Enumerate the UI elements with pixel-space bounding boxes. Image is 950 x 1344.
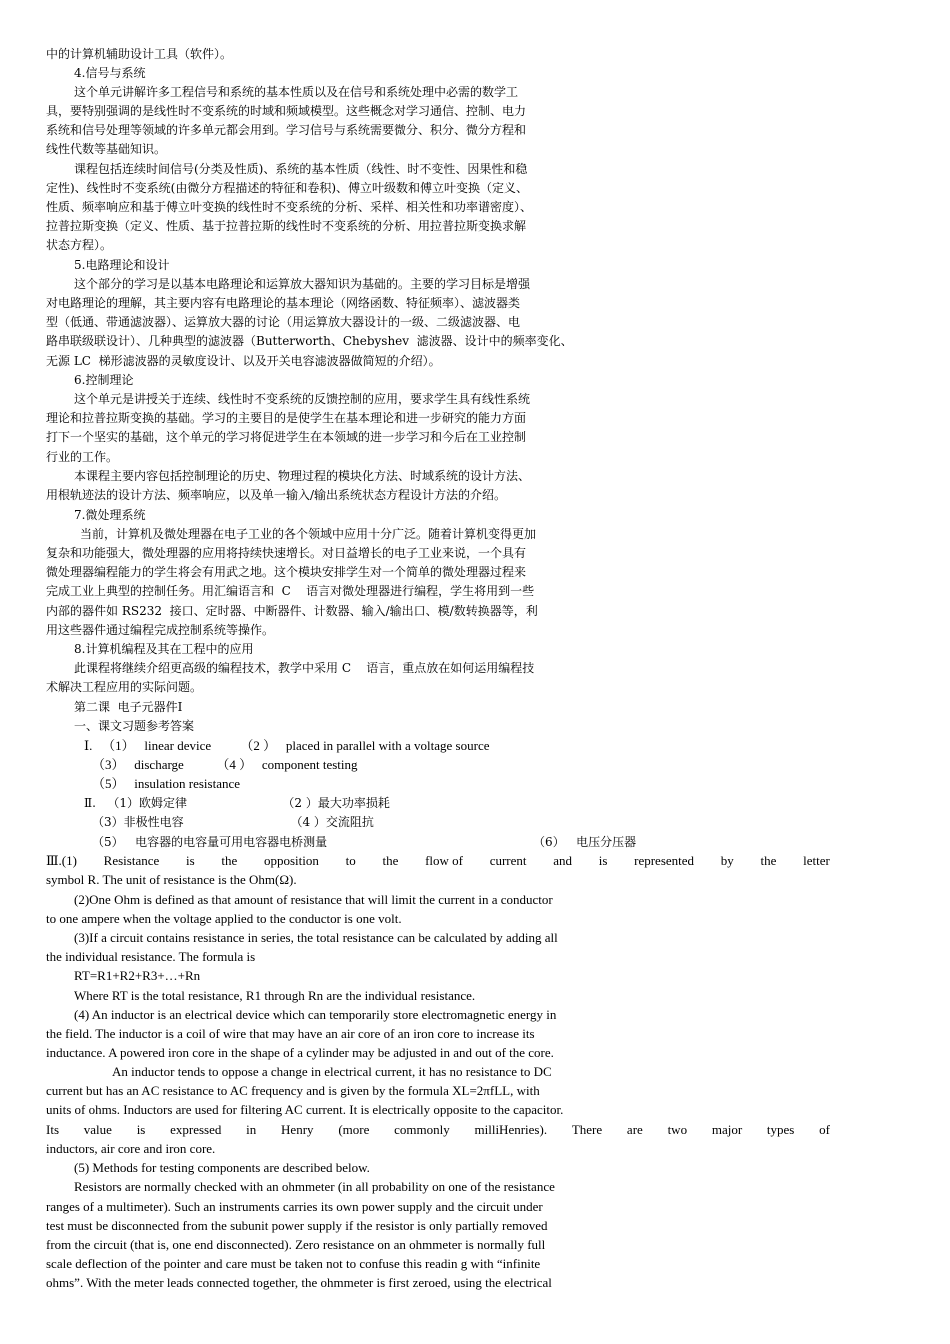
- text-line: 中的计算机辅助设计工具（软件）。: [46, 47, 233, 61]
- text-line: 复杂和功能强大，微处理器的应用将持续快速增长。对日益增长的电子工业来说，一个具有: [46, 546, 527, 560]
- text-line: from the circuit (that is, one end disconnected). Zero resistance on an ohmmeter is normally full: [46, 1237, 546, 1252]
- text-line: 本课程主要内容包括控制理论的历史、物理过程的模块化方法、时域系统的设计方法、: [74, 469, 531, 483]
- word: is: [185, 853, 195, 868]
- text-line: inductors, air core and iron core.: [46, 1141, 216, 1156]
- word: value: [83, 1122, 112, 1137]
- text-line: test must be disconnected from the subunit power supply if the resistor is only partially removed: [46, 1218, 548, 1233]
- word: types: [766, 1122, 795, 1137]
- word: the: [760, 853, 777, 868]
- word: Its: [46, 1122, 59, 1137]
- text-line: 线性代数等基础知识。: [46, 142, 167, 156]
- word: represented: [634, 853, 695, 868]
- word: to: [345, 853, 356, 868]
- text-line: 性质、频率响应和基于傅立叶变换的线性时不变系统的分析、采样、相关性和功率谱密度）、: [46, 200, 533, 214]
- word: are: [626, 1122, 643, 1137]
- text-line: (4) An inductor is an electrical device which can temporarily store electromagnetic energy in: [74, 1007, 557, 1022]
- word: Resistance: [103, 853, 160, 868]
- text-line: 这个单元讲解许多工程信号和系统的基本性质以及在信号和系统处理中必需的数学工: [74, 85, 519, 99]
- word: two: [667, 1122, 688, 1137]
- text-line: 理论和拉普拉斯变换的基础。学习的主要目的是使学生在基本理论和进一步研究的能力方面: [46, 411, 527, 425]
- text-line: An inductor tends to oppose a change in electrical current, it has no resistance to DC: [112, 1064, 552, 1079]
- text-line: 内部的器件如 RS232 接口、定时器、中断器件、计数器、输入/输出口、模/数转换器等，利: [46, 604, 538, 618]
- word: Henry: [281, 1122, 314, 1137]
- text-line: the field. The inductor is a coil of wire that may have an air core of an iron core to increase its: [46, 1026, 535, 1041]
- word: (more: [338, 1122, 370, 1137]
- text-line: 术解决工程应用的实际问题。: [46, 680, 203, 694]
- text-line: symbol R. The unit of resistance is the Ohm(Ω).: [46, 872, 297, 887]
- text-line: 拉普拉斯变换（定义、性质、基于拉普拉斯的线性时不变系统的分析、用拉普拉斯变换求解: [46, 219, 527, 233]
- word: major: [711, 1122, 743, 1137]
- answer-line: （5） 电容器的电容量可用电容器电桥测量 （6） 电压分压器: [92, 835, 637, 849]
- text-line: the individual resistance. The formula is: [46, 949, 256, 964]
- answer-line: （5） insulation resistance: [92, 776, 241, 791]
- word: is: [136, 1122, 146, 1137]
- text-line: 定性)、线性时不变系统(由微分方程描述的特征和卷积)、傅立叶级数和傅立叶变换（定义、: [46, 181, 529, 195]
- text-line: 对电路理论的理解，其主要内容有电路理论的基本理论（网络函数、特征频率）、滤波器类: [46, 296, 521, 310]
- text-line: Where RT is the total resistance, R1 through Rn are the individual resistance.: [74, 988, 476, 1003]
- word: letter: [803, 853, 830, 868]
- answer-line: （3） discharge （4 ） component testing: [92, 757, 358, 772]
- justified-line-its-value: [46, 1121, 830, 1139]
- section-heading: 8.计算机编程及其在工程中的应用: [74, 642, 254, 656]
- text-line: current but has an AC resistance to AC frequency and is given by the formula XL=2πfLL, with: [46, 1083, 540, 1098]
- word: and: [553, 853, 573, 868]
- line-prefix: Ⅲ.(1): [46, 853, 77, 868]
- word: flow of: [425, 853, 463, 868]
- text-line: 当前，计算机及微处理器在电子工业的各个领域中应用十分广泛。随着计算机变得更加: [80, 527, 537, 541]
- text-line: 具，要特别强调的是线性时不变系统的时域和频域模型。这些概念对学习通信、控制、电力: [46, 104, 527, 118]
- text-line: to one ampere when the voltage applied to the conductor is one volt.: [46, 911, 402, 926]
- text-line: 用这些器件通过编程完成控制系统等操作。: [46, 623, 275, 637]
- section-heading: 一、课文习题参考答案: [74, 719, 195, 733]
- text-line: 这个单元是讲授关于连续、线性时不变系统的反馈控制的应用，要求学生具有线性系统: [74, 392, 531, 406]
- word: expressed: [170, 1122, 222, 1137]
- text-line: inductance. A powered iron core in the shape of a cylinder may be adjusted in and out of the core.: [46, 1045, 554, 1060]
- word: current: [489, 853, 527, 868]
- word: is: [598, 853, 608, 868]
- justified-line-iii-1: [46, 852, 830, 870]
- answer-line: Ⅰ. （1） linear device （2 ） placed in parallel with a voltage source: [84, 738, 490, 753]
- text-line: 路串联级联设计）、几种典型的滤波器（Butterworth、Chebyshev 滤波器、设计中的频率变化、: [46, 334, 573, 348]
- answer-line: （3）非极性电容 （4 ）交流阻抗: [92, 815, 374, 829]
- word: by: [720, 853, 734, 868]
- word: commonly: [394, 1122, 450, 1137]
- word: of: [819, 1122, 830, 1137]
- section-heading: 4.信号与系统: [74, 66, 146, 80]
- text-line: Resistors are normally checked with an ohmmeter (in all probability on one of the resistance: [74, 1179, 555, 1194]
- word: the: [382, 853, 399, 868]
- text-line: 这个部分的学习是以基本电路理论和运算放大器知识为基础的。主要的学习目标是增强: [74, 277, 531, 291]
- text-line: 完成工业上典型的控制任务。用汇编语言和 C 语言对微处理器进行编程，学生将用到一些: [46, 584, 535, 598]
- text-line: 型（低通、带通滤波器）、运算放大器的讨论（用运算放大器设计的一级、二级滤波器、电: [46, 315, 521, 329]
- text-line: 用根轨迹法的设计方法、频率响应，以及单一输入/输出系统状态方程设计方法的介绍。: [46, 488, 507, 502]
- text-line: 课程包括连续时间信号(分类及性质)、系统的基本性质（线性、时不变性、因果性和稳: [74, 162, 528, 176]
- word: in: [246, 1122, 257, 1137]
- word: the: [221, 853, 238, 868]
- text-line: ranges of a multimeter). Such an instruments carries its own power supply and the circuit under: [46, 1199, 543, 1214]
- lesson-title: 第二课 电子元器件Ⅰ: [74, 700, 183, 714]
- word: milliHenries).: [474, 1122, 548, 1137]
- section-heading: 5.电路理论和设计: [74, 258, 170, 272]
- text-line: scale deflection of the pointer and care must be taken not to confuse this readin g with “infinite: [46, 1256, 541, 1271]
- text-line: units of ohms. Inductors are used for filtering AC current. It is electrically opposite to the capacitor.: [46, 1102, 564, 1117]
- section-heading: 7.微处理系统: [74, 508, 146, 522]
- text-line: (3)If a circuit contains resistance in series, the total resistance can be calculated by adding all: [74, 930, 558, 945]
- word: There: [571, 1122, 603, 1137]
- text-line: 打下一个坚实的基础，这个单元的学习将促进学生在本领域的进一步学习和今后在工业控制: [46, 430, 527, 444]
- section-heading: 6.控制理论: [74, 373, 134, 387]
- text-line: 无源 LC 梯形滤波器的灵敏度设计、以及开关电容滤波器做简短的介绍）。: [46, 354, 441, 368]
- text-line: ohms”. With the meter leads connected together, the ohmmeter is first zeroed, using the electrical: [46, 1275, 552, 1290]
- text-line: (2)One Ohm is defined as that amount of resistance that will limit the current in a conductor: [74, 892, 553, 907]
- text-line: 微处理器编程能力的学生将会有用武之地。这个模块安排学生对一个简单的微处理器过程来: [46, 565, 527, 579]
- text-line: 此课程将继续介绍更高级的编程技术，教学中采用 C 语言，重点放在如何运用编程技: [74, 661, 535, 675]
- word: opposition: [263, 853, 319, 868]
- text-line: 行业的工作。: [46, 450, 119, 464]
- text-line: 系统和信号处理等领域的许多单元都会用到。学习信号与系统需要微分、积分、微分方程和: [46, 123, 527, 137]
- formula: RT=R1+R2+R3+…+Rn: [74, 968, 201, 983]
- text-line: (5) Methods for testing components are described below.: [74, 1160, 370, 1175]
- text-line: 状态方程）。: [46, 238, 113, 252]
- answer-line: Ⅱ. （1）欧姆定律 （2 ）最大功率损耗: [84, 796, 390, 810]
